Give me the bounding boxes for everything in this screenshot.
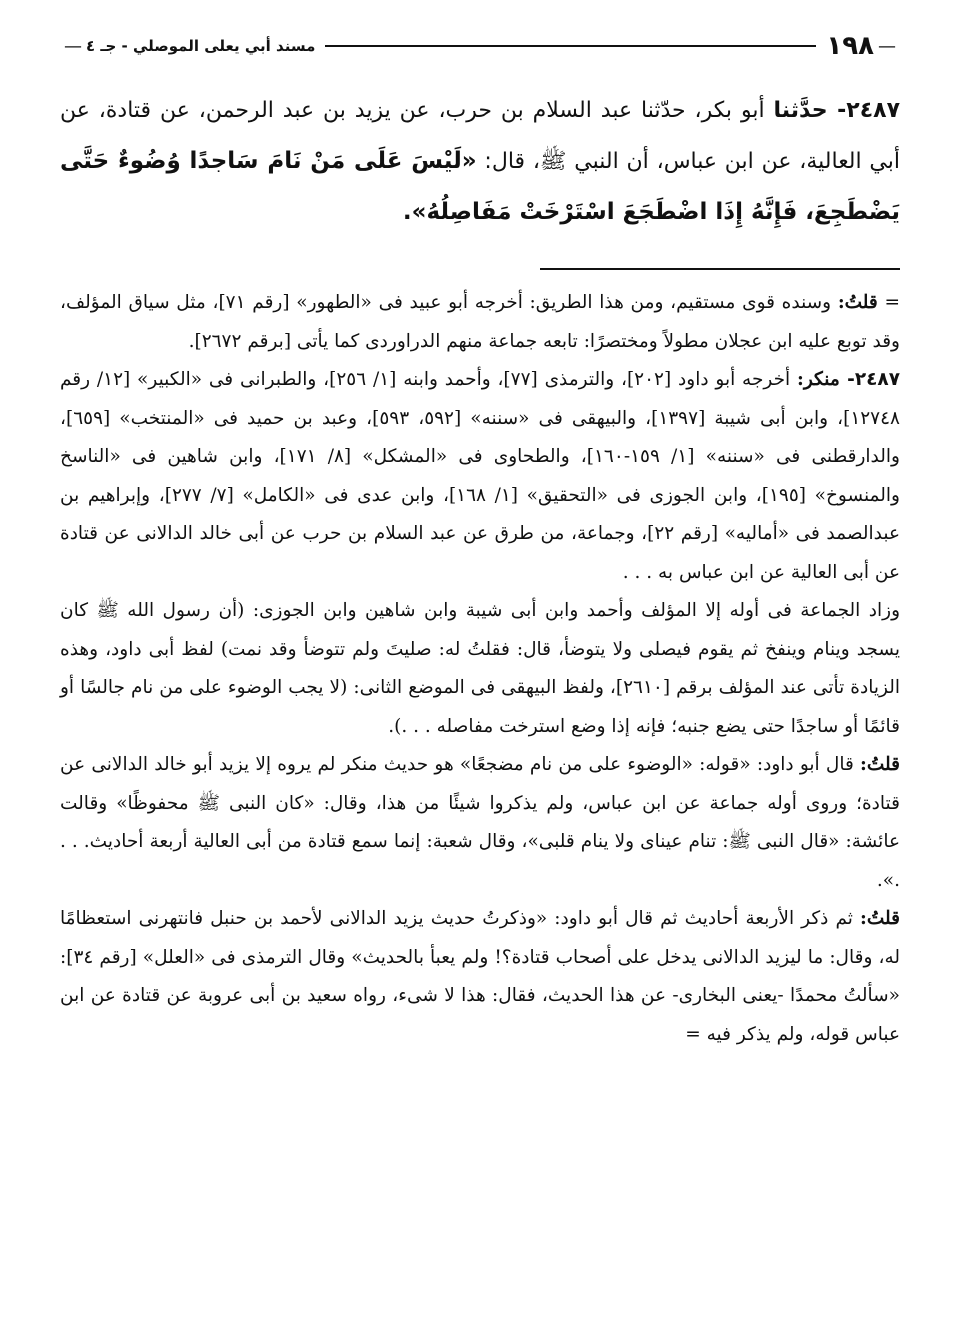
hadith-isnad: أبو بكر، حدّثنا عبد السلام بن حرب، عن يزيد بن عبد الرحمن، عن قتادة، عن أبي العالية، عن ابن عباس، أن النبي ﷺ، قال: xyxy=(60,98,900,174)
footnote-label: قلتُ: xyxy=(837,292,878,313)
isnad-lead: حدَّثنا xyxy=(773,98,828,123)
main-hadith: ٢٤٨٧- حدَّثنا أبو بكر، حدّثنا عبد السلام بن حرب، عن يزيد بن عبد الرحمن، عن قتادة، عن أبي العالية، عن ابن عباس، أن النبي ﷺ، قال: «لَيْسَ عَلَى مَنْ نَامَ سَاجدًا وُضُوءٌ حَتَّى يَضْطَجِعَ، فَإِنَّهُ إِذَا اضْطَجَعَ اسْتَرْخَتْ مَفَاصِلُهُ». xyxy=(60,98,900,225)
hadith-number: ٢٤٨٧ xyxy=(846,98,900,123)
footnote-label: قلتُ: xyxy=(860,754,900,775)
footnote-continuation: = قلتُ: وسنده قوى مستقيم، ومن هذا الطريق: أخرجه أبو عبيد فى «الطهور» [رقم ٧١]، مثل سياق المؤلف، وقد توبع عليه ابن عجلان مطولاً ومختصرًا: تابعه جماعة منهم الدراوردى كما يأتى [برقم ٢٦٧٢]. xyxy=(60,292,900,352)
footnote-text: قال أبو داود: «قوله: «الوضوء على من نام مضجعًا» هو حديث منكر لم يروه إلا يزيد أبو خالد الدالانى عن قتادة؛ وروى أوله جماعة عن ابن عباس، ولم يذكروا شيئًا من هذا، وقال: «كان النبى ﷺ محفوظًا» وقالت عائشة: «قال النبى ﷺ: تنام عيناى ولا ينام قلبى»، وقال شعبة: إنما سمع قتادة من أبى العالية أربعة أحاديث. . . .». xyxy=(60,754,900,891)
book-page xyxy=(60,20,900,1054)
running-header xyxy=(60,20,900,72)
page-number: ١٩٨ xyxy=(826,31,874,61)
footnote-paragraph xyxy=(60,592,900,746)
hadith-matn: «لَيْسَ عَلَى مَنْ نَامَ سَاجدًا وُضُوءٌ حَتَّى يَضْطَجِعَ، فَإِنَّهُ إِذَا اضْطَجَعَ اسْتَرْخَتْ مَفَاصِلُهُ». xyxy=(60,148,900,225)
footnote-label: قلتُ: xyxy=(860,908,900,929)
footnote-text: وزاد الجماعة فى أوله إلا المؤلف وأحمد وابن أبى شيبة وابن شاهين وابن الجوزى: (أن رسول الله ﷺ كان يسجد وينام وينفخ ثم يقوم فيصلى ولا يتوضأ، قال: فقلتُ له: صليتَ ولم تتوضأ وقد نمت) لفظ أبى داود، وهذه الزيادة تأتى عند المؤلف برقم [٢٦١٠]، ولفظ البيهقى فى الموضع الثانى: (لا يجب الوضوء على من نام جالسًا أو قائمًا أو ساجدًا حتى يضع جنبه؛ فإنه إذا وضع استرخت مفاصله . . .). xyxy=(60,600,900,737)
footnote-text: أخرجه أبو داود [٢٠٢]، والترمذى [٧٧]، وأحمد وابنه [١/ ٢٥٦]، والطبرانى فى «الكبير» [١٢/ رقم ١٢٧٤٨]، وابن أبى شيبة [١٣٩٧]، والبيهقى فى «سننه» [٥٩٢، ٥٩٣]، وعبد بن حميد فى «المنتخب» [٦٥٩]، والدارقطنى فى «سننه» [١/ ١٥٩-١٦٠]، والطحاوى فى «المشكل» [٨/ ١٧١]، وابن شاهين فى «الناسخ والمنسوخ» [١٩٥]، وابن الجوزى فى «التحقيق» [١/ ١٦٨]، وابن عدى فى «الكامل» [٧/ ٢٧٧]، وإبراهيم بن عبدالصمد فى «أماليه» [رقم ٢٢]، وجماعة، من طرق عن عبد السلام بن حرب عن أبى خالد الدالانى عن قتادة عن أبى العالية عن ابن عباس به . . . xyxy=(60,369,900,583)
footnote-number: ٢٤٨٧- xyxy=(839,369,900,390)
header-dash-right: — xyxy=(878,35,896,57)
header-rule xyxy=(325,45,816,47)
footnote-2487 xyxy=(60,361,900,592)
footnote-text: ثم ذكر الأربعة أحاديث ثم قال أبو داود: «وذكرتُ حديث يزيد الدالانى لأحمد بن حنبل فانتهرنى استعظامًا له، وقال: ما ليزيد الدالانى يدخل على أصحاب قتادة؟! ولم يعبأ بالحديث» وقال الترمذى فى «العلل» [رقم ٣٤]: «سألتُ محمدًا -يعنى البخارى- عن هذا الحديث، فقال: هذا لا شىء، رواه سعيد بن أبى عروبة عن قتادة عن ابن عباس قوله، ولم يذكر فيه = xyxy=(60,908,900,1045)
book-title: مسند أبي يعلى الموصلي - جـ ٤ xyxy=(86,37,316,55)
footnote-label: منكر: xyxy=(797,369,840,390)
footnote-separator xyxy=(540,268,900,270)
footnote-paragraph xyxy=(60,746,900,900)
footnote-text: وسنده قوى مستقيم، ومن هذا الطريق: أخرجه أبو عبيد فى «الطهور» [رقم ٧١]، مثل سياق المؤلف، وقد توبع عليه ابن عجلان مطولاً ومختصرًا: تابعه جماعة منهم الدراوردى كما يأتى [برقم ٢٦٧٢]. xyxy=(60,292,900,352)
footnote-paragraph xyxy=(60,900,900,1054)
header-dash-left: — xyxy=(64,35,82,57)
